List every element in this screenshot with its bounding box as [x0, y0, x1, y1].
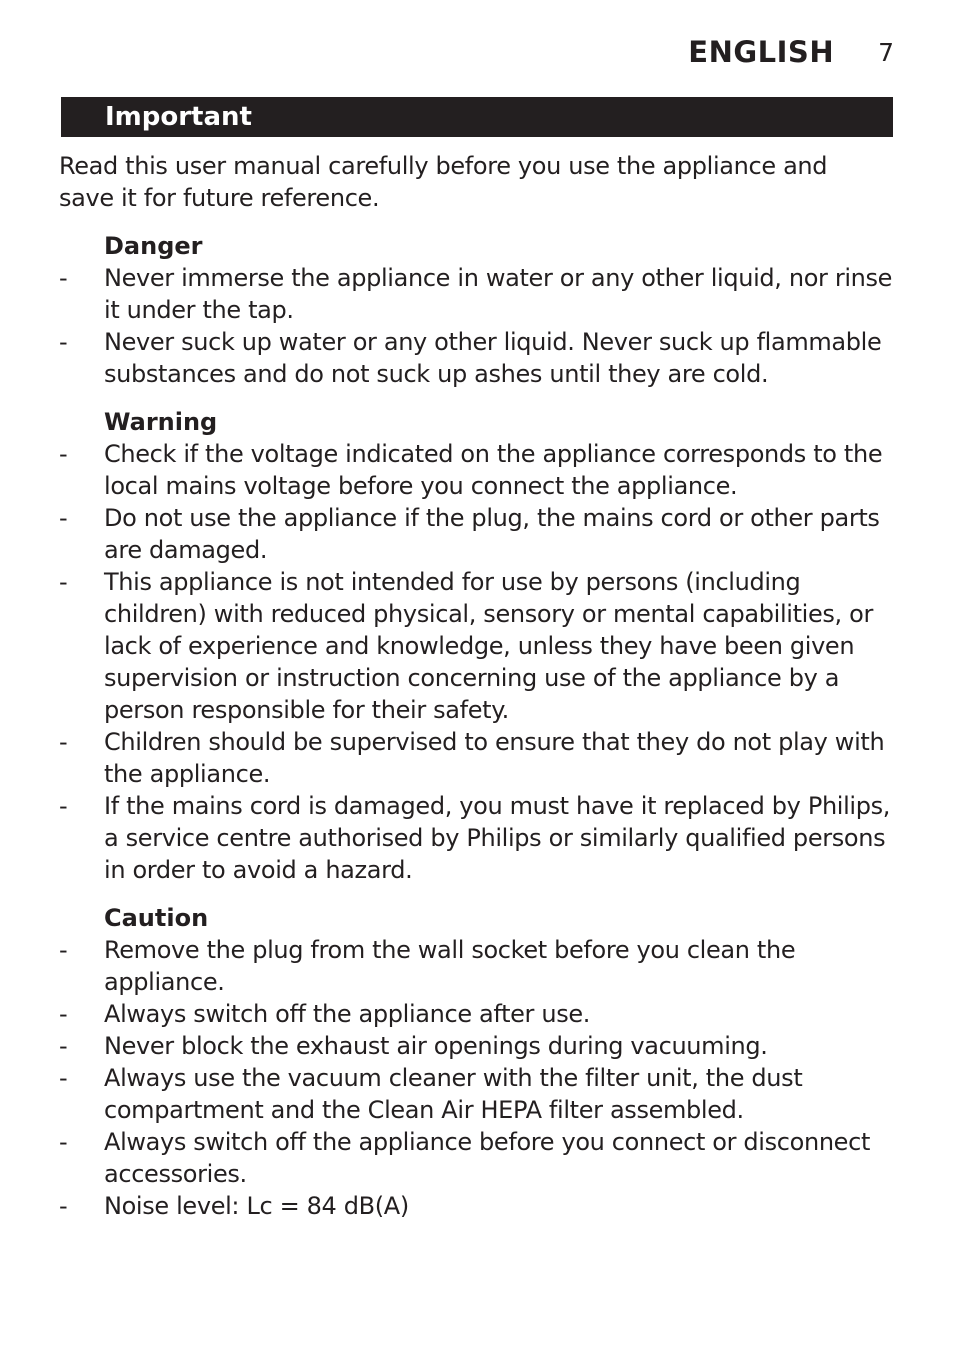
list-item-text: Always switch off the appliance after use.: [104, 1000, 591, 1028]
list-item-text: If the mains cord is damaged, you must have it replaced by Philips, a service centre authorised by Philips or similarly qualified persons in order to avoid a hazard.: [104, 792, 891, 884]
list-item-text: Always switch off the appliance before you connect or disconnect accessories.: [104, 1128, 871, 1188]
warning-heading: Warning: [104, 408, 218, 436]
list-item-text: Do not use the appliance if the plug, the mains cord or other parts are damaged.: [104, 504, 880, 564]
page-header: [688, 30, 894, 74]
list-item: [59, 566, 909, 726]
bullet-dash: -: [59, 1000, 68, 1028]
list-item-text: Never suck up water or any other liquid. Never suck up flammable substances and do not suck up ashes until they are cold.: [104, 328, 882, 388]
list-item: [59, 1062, 909, 1126]
bullet-dash: -: [59, 328, 68, 356]
warning-list: [59, 438, 909, 886]
list-item: [59, 790, 909, 886]
caution-list: [59, 934, 909, 1222]
list-item: [59, 1030, 909, 1062]
list-item: [59, 326, 909, 390]
caution-heading: Caution: [104, 904, 209, 932]
bullet-dash: -: [59, 792, 68, 820]
list-item-text: Never immerse the appliance in water or any other liquid, nor rinse it under the tap.: [104, 264, 893, 324]
list-item: [59, 262, 909, 326]
list-item-text: Remove the plug from the wall socket before you clean the appliance.: [104, 936, 796, 996]
intro-paragraph: Read this user manual carefully before you use the appliance and save it for future reference.: [59, 152, 828, 212]
bullet-dash: -: [59, 504, 68, 532]
bullet-dash: -: [59, 1192, 68, 1220]
section-header-bar: [61, 97, 893, 137]
bullet-dash: -: [59, 568, 68, 596]
list-item: [59, 1190, 909, 1222]
bullet-dash: -: [59, 1128, 68, 1156]
list-item: [59, 934, 909, 998]
list-item: [59, 502, 909, 566]
list-item-text: This appliance is not intended for use by persons (including children) with reduced physical, sensory or mental capabilities, or lack of experience and knowledge, unless they have been given supervision or instruction concerning use of the appliance by a person responsible for their safety.: [104, 568, 873, 724]
list-item: [59, 726, 909, 790]
bullet-dash: -: [59, 728, 68, 756]
list-item-text: Check if the voltage indicated on the appliance corresponds to the local mains voltage before you connect the appliance.: [104, 440, 883, 500]
list-item: [59, 438, 909, 502]
page-number: 7: [878, 37, 894, 67]
bullet-dash: -: [59, 264, 68, 292]
document-body: [59, 150, 909, 1222]
bullet-dash: -: [59, 1032, 68, 1060]
list-item-text: Never block the exhaust air openings during vacuuming.: [104, 1032, 768, 1060]
bullet-dash: -: [59, 936, 68, 964]
list-item-text: Noise level: Lc = 84 dB(A): [104, 1192, 409, 1220]
danger-list: [59, 262, 909, 390]
bullet-dash: -: [59, 440, 68, 468]
list-item: [59, 1126, 909, 1190]
section-title: Important: [105, 102, 252, 132]
list-item-text: Always use the vacuum cleaner with the filter unit, the dust compartment and the Clean Air HEPA filter assembled.: [104, 1064, 803, 1124]
list-item-text: Children should be supervised to ensure that they do not play with the appliance.: [104, 728, 885, 788]
list-item: [59, 998, 909, 1030]
language-title: ENGLISH: [688, 35, 835, 69]
danger-heading: Danger: [104, 232, 203, 260]
bullet-dash: -: [59, 1064, 68, 1092]
